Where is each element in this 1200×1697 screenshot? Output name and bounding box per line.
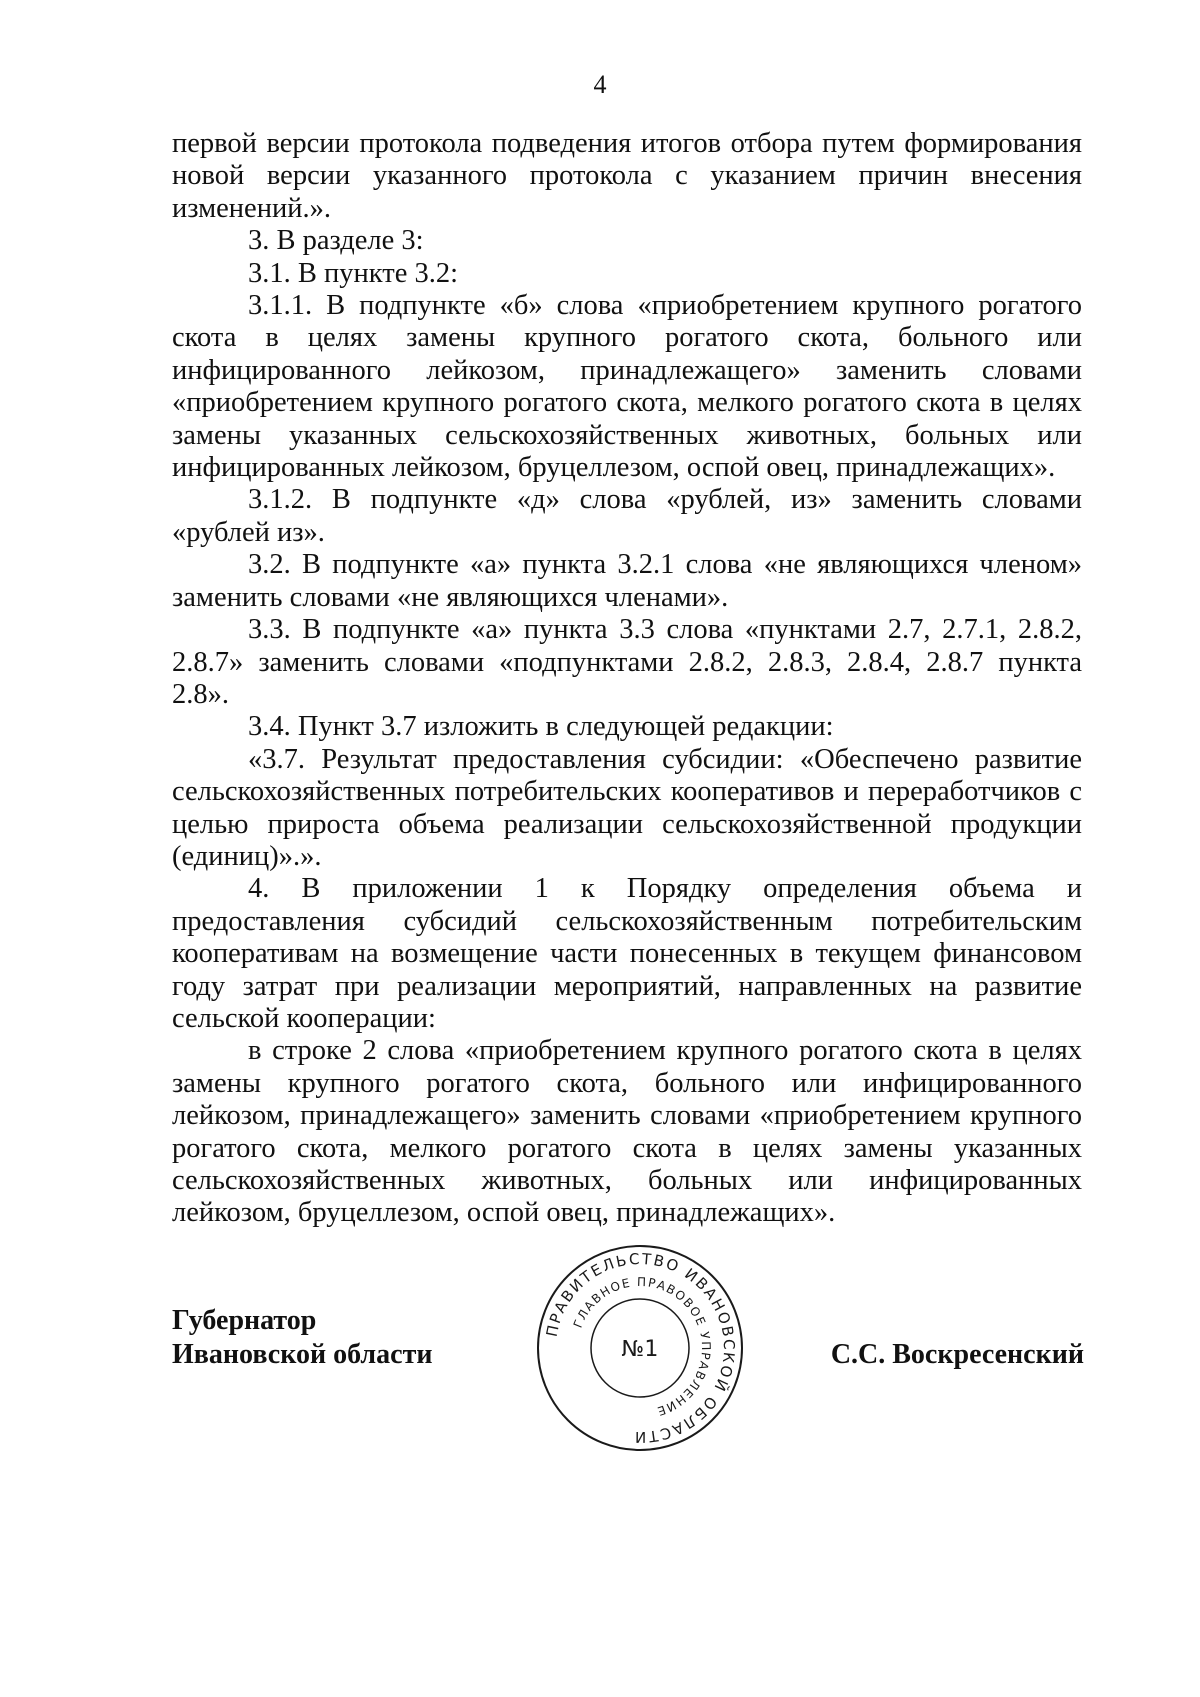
paragraph: 3.4. Пункт 3.7 изложить в следующей редакции: xyxy=(248,711,834,743)
paragraph: 4. В приложении 1 к Порядку определения объема и предоставления субсидий сельскохозяйственным потребительским кооперативам на возмещение части понесенных в текущем финансовом году затрат при реализации мероприятий, направленных на развитие сельской кооперации: xyxy=(172,873,1082,1034)
document-body xyxy=(172,128,1082,1230)
seal-outer-text: ПРАВИТЕЛЬСТВО ИВАНОВСКОЙ ОБЛАСТИ xyxy=(542,1249,739,1447)
seal-number: №1 xyxy=(621,1337,659,1362)
paragraph: 3.1.2. В подпункте «д» слова «рублей, из» заменить словами «рублей из». xyxy=(172,484,1082,548)
seal-inner-text: ГЛАВНОЕ ПРАВОВОЕ УПРАВЛЕНИЕ xyxy=(570,1274,714,1419)
signatory-name: С.С. Воскресенский xyxy=(830,1339,1084,1370)
paragraph: 3.1.1. В подпункте «б» слова «приобретением крупного рогатого скота в целях замены крупного рогатого скота, больного или инфицированного лейкозом, принадлежащего» заменить словами «приобретением крупного рогатого скота, мелкого рогатого скота в целях замены указанных сельскохозяйственных животных, больных или инфицированных лейкозом, бруцеллезом, оспой овец, принадлежащих». xyxy=(172,290,1082,484)
paragraph: 3. В разделе 3: xyxy=(248,225,424,257)
official-seal xyxy=(530,1238,750,1458)
paragraph: в строке 2 слова «приобретением крупного рогатого скота в целях замены крупного рогатого скота, больного или инфицированного лейкозом, принадлежащего» заменить словами «приобретением крупного рогатого скота, мелкого рогатого скота в целях замены указанных сельскохозяйственных животных, больных или инфицированных лейкозом, бруцеллезом, оспой овец, принадлежащих». xyxy=(172,1035,1082,1229)
signatory-position-line: Губернатор xyxy=(172,1305,317,1336)
paragraph: 3.3. В подпункте «а» пункта 3.3 слова «пунктами 2.7, 2.7.1, 2.8.2, 2.8.7» заменить словами «подпунктами 2.8.2, 2.8.3, 2.8.4, 2.8.7 пункта 2.8». xyxy=(172,614,1082,710)
paragraph: первой версии протокола подведения итогов отбора путем формирования новой версии указанного протокола с указанием причин внесения изменений.». xyxy=(172,128,1082,224)
paragraph: 3.1. В пункте 3.2: xyxy=(248,257,459,289)
signatory-position xyxy=(172,1304,432,1372)
signatory-position-line: Ивановской области xyxy=(172,1339,433,1370)
paragraph: 3.2. В подпункте «а» пункта 3.2.1 слова «не являющихся членом» заменить словами «не являющихся членами». xyxy=(172,549,1082,613)
paragraph: «3.7. Результат предоставления субсидии: «Обеспечено развитие сельскохозяйственных потребительских кооперативов и переработчиков с целью прироста объема реализации сельскохозяйственной продукции (единиц)».». xyxy=(172,743,1082,872)
page-number: 4 xyxy=(593,70,607,99)
